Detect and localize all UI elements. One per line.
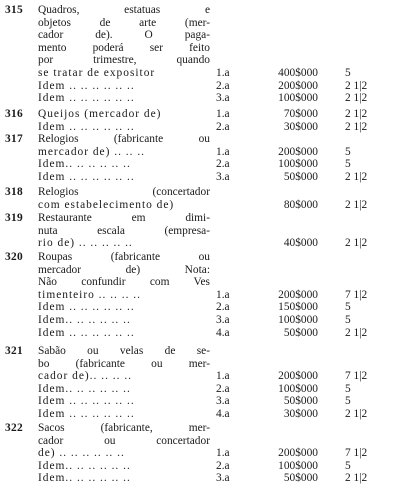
tax-entry-319 — [0, 212, 403, 250]
entry-class: 1.a — [216, 66, 230, 79]
entry-value: 200$000 — [278, 370, 318, 383]
entry-rate: 5 — [345, 301, 351, 314]
entry-rate: 2 1|2 — [345, 170, 368, 183]
entry-description: Idem.. .. .. .. .. .. — [38, 313, 131, 326]
entry-number: 322 — [5, 422, 23, 434]
entry-value: 30$000 — [283, 407, 318, 420]
entry-value: 100$000 — [278, 92, 318, 105]
entry-rate: 2 1|2 — [345, 79, 368, 92]
entry-class: 4.a — [216, 326, 230, 339]
entry-class: 2.a — [216, 158, 230, 171]
tax-entry-317 — [0, 133, 403, 183]
entry-description: Idem .. .. .. .. .. .. — [38, 92, 135, 105]
entry-line — [0, 422, 403, 435]
entry-class: 2.a — [216, 382, 230, 395]
entry-class: 4.a — [216, 407, 230, 420]
entry-rate: 5 — [345, 395, 351, 408]
entry-line — [0, 327, 403, 340]
entry-line — [0, 237, 403, 250]
entry-class: 3.a — [216, 92, 230, 105]
entry-class: 1.a — [216, 288, 230, 301]
entry-description: cador de).. .. .. .. — [38, 370, 133, 383]
entry-value: 50$000 — [283, 395, 318, 408]
entry-value: 200$000 — [278, 447, 318, 460]
entry-rate: 2 1|2 — [345, 407, 368, 420]
entry-description: mercador de) Nota: — [38, 263, 210, 276]
entry-line — [0, 447, 403, 460]
entry-class: 2.a — [216, 120, 230, 133]
entry-description: objetos de arte (mer- — [38, 16, 210, 29]
entry-number: 317 — [5, 133, 23, 145]
entry-line — [0, 54, 403, 67]
entry-line — [0, 301, 403, 314]
entry-description: Sacos (fabricante, mer- — [38, 422, 210, 434]
entry-line — [0, 199, 403, 212]
entry-line — [0, 108, 403, 121]
entry-description: Não confundir com Ves — [38, 276, 210, 289]
entry-description: Quadros, estatuas e — [38, 4, 210, 16]
entry-value: 50$000 — [283, 326, 318, 339]
entry-line — [0, 383, 403, 396]
entry-rate: 5 — [345, 66, 351, 79]
entry-description: Idem.. .. .. .. .. .. — [38, 382, 131, 395]
entry-rate: 5 — [345, 158, 351, 171]
entry-line — [0, 408, 403, 421]
entry-description: cador de). O paga- — [38, 29, 210, 42]
entry-value: 400$000 — [278, 66, 318, 79]
entry-value: 80$000 — [283, 198, 318, 211]
entry-description: Relogios (concertador — [38, 186, 210, 198]
entry-number: 316 — [5, 108, 23, 120]
entry-line — [0, 171, 403, 184]
entry-line — [0, 42, 403, 55]
entry-number: 319 — [5, 212, 23, 224]
entry-line — [0, 29, 403, 42]
entry-value: 100$000 — [278, 459, 318, 472]
entry-description: Idem.. .. .. .. .. .. — [38, 472, 131, 485]
entry-line — [0, 358, 403, 371]
entry-description: Idem .. .. .. .. .. .. — [38, 395, 135, 408]
entry-line — [0, 289, 403, 302]
entry-line — [0, 314, 403, 327]
entry-value: 50$000 — [283, 170, 318, 183]
entry-line — [0, 17, 403, 30]
entry-description: Idem .. .. .. .. .. .. — [38, 170, 135, 183]
entry-description: mento poderá ser feito — [38, 41, 210, 54]
entry-line — [0, 395, 403, 408]
entry-line — [0, 80, 403, 93]
entry-description: Idem .. .. .. .. .. .. — [38, 301, 135, 314]
entry-line — [0, 186, 403, 199]
entry-description: Idem .. .. .. .. .. .. — [38, 79, 135, 92]
entry-description: rio de) .. .. .. .. .. — [38, 237, 133, 250]
entry-line — [0, 472, 403, 485]
entry-description: mercador de) .. .. .. — [38, 145, 146, 158]
entry-line — [0, 345, 403, 358]
entry-line — [0, 121, 403, 134]
entry-rate: 2 1|2 — [345, 108, 368, 120]
entry-class: 2.a — [216, 79, 230, 92]
entry-class: 3.a — [216, 170, 230, 183]
entry-rate: 7 1|2 — [345, 370, 368, 383]
entry-description: timenteiro .. .. .. .. — [38, 288, 141, 301]
entry-rate: 2 1|2 — [345, 120, 368, 133]
entry-description: com estabelecimento de) — [38, 198, 175, 211]
entry-description: Relogios (fabricante ou — [38, 133, 210, 145]
entry-description: Idem .. .. .. .. .. .. — [38, 407, 135, 420]
entry-line — [0, 4, 403, 17]
entry-number: 321 — [5, 345, 23, 357]
entry-description: Idem.. .. .. .. .. .. — [38, 158, 131, 171]
entry-class: 1.a — [216, 447, 230, 460]
tax-entry-320 — [0, 251, 403, 339]
entry-value: 200$000 — [278, 79, 318, 92]
entry-class: 1.a — [216, 108, 230, 120]
entry-line — [0, 264, 403, 277]
entry-class: 3.a — [216, 395, 230, 408]
entry-description: Idem.. .. .. .. .. .. — [38, 459, 131, 472]
tax-entry-315 — [0, 4, 403, 105]
entry-description: Roupas (fabricante ou — [38, 251, 210, 263]
tax-entry-321 — [0, 345, 403, 421]
entry-rate: 5 — [345, 313, 351, 326]
entry-description: Restaurante em dimi- — [38, 212, 210, 224]
entry-line — [0, 158, 403, 171]
entry-value: 100$000 — [278, 382, 318, 395]
entry-class: 3.a — [216, 313, 230, 326]
entry-rate: 5 — [345, 459, 351, 472]
entry-value: 100$000 — [278, 158, 318, 171]
entry-description: se tratar de expositor — [38, 66, 156, 79]
entry-number: 318 — [5, 186, 23, 198]
entry-class: 2.a — [216, 301, 230, 314]
entry-line — [0, 435, 403, 448]
entry-value: 150$000 — [278, 301, 318, 314]
entry-line — [0, 67, 403, 80]
tax-entry-316 — [0, 108, 403, 133]
entry-rate: 7 1|2 — [345, 288, 368, 301]
entry-line — [0, 146, 403, 159]
entry-class: 1.a — [216, 145, 230, 158]
entry-line — [0, 212, 403, 225]
entry-description: Idem .. .. .. .. .. .. — [38, 326, 135, 339]
entry-description: Queijos (mercador de) — [38, 108, 162, 120]
entry-rate: 2 1|2 — [345, 92, 368, 105]
entry-rate: 2 1|2 — [345, 326, 368, 339]
entry-line — [0, 460, 403, 473]
entry-value: 100$000 — [278, 313, 318, 326]
entry-description: cador ou concertador — [38, 434, 210, 447]
entry-description: por trimestre, quando — [38, 54, 210, 67]
entry-rate: 2 1|2 — [345, 472, 368, 485]
entry-line — [0, 92, 403, 105]
entry-rate: 2 1|2 — [345, 198, 368, 211]
entry-description: Sabão ou velas de se- — [38, 345, 210, 357]
entry-number: 320 — [5, 251, 23, 263]
entry-value: 50$000 — [283, 472, 318, 485]
entry-rate: 2 1|2 — [345, 237, 368, 250]
entry-line — [0, 133, 403, 146]
entry-value: 200$000 — [278, 145, 318, 158]
entry-description: Idem .. .. .. .. .. .. — [38, 120, 135, 133]
entry-line — [0, 225, 403, 238]
entry-class: 1.a — [216, 370, 230, 383]
entry-description: de) .. .. .. .. .. .. — [38, 447, 125, 460]
tax-entry-322 — [0, 422, 403, 485]
entry-rate: 5 — [345, 382, 351, 395]
entry-value: 30$000 — [283, 120, 318, 133]
entry-rate: 7 1|2 — [345, 447, 368, 460]
tax-entry-318 — [0, 186, 403, 211]
entry-value: 200$000 — [278, 288, 318, 301]
entry-class: 2.a — [216, 459, 230, 472]
entry-line — [0, 251, 403, 264]
entry-value: 70$000 — [283, 108, 318, 120]
entry-line — [0, 370, 403, 383]
entry-description: nuta escala (empresa- — [38, 224, 210, 237]
entry-value: 40$000 — [283, 237, 318, 250]
entry-class: 3.a — [216, 472, 230, 485]
entry-rate: 5 — [345, 145, 351, 158]
entry-line — [0, 276, 403, 289]
entry-description: bo (fabricante ou mer- — [38, 357, 210, 370]
entry-number: 315 — [5, 4, 23, 16]
